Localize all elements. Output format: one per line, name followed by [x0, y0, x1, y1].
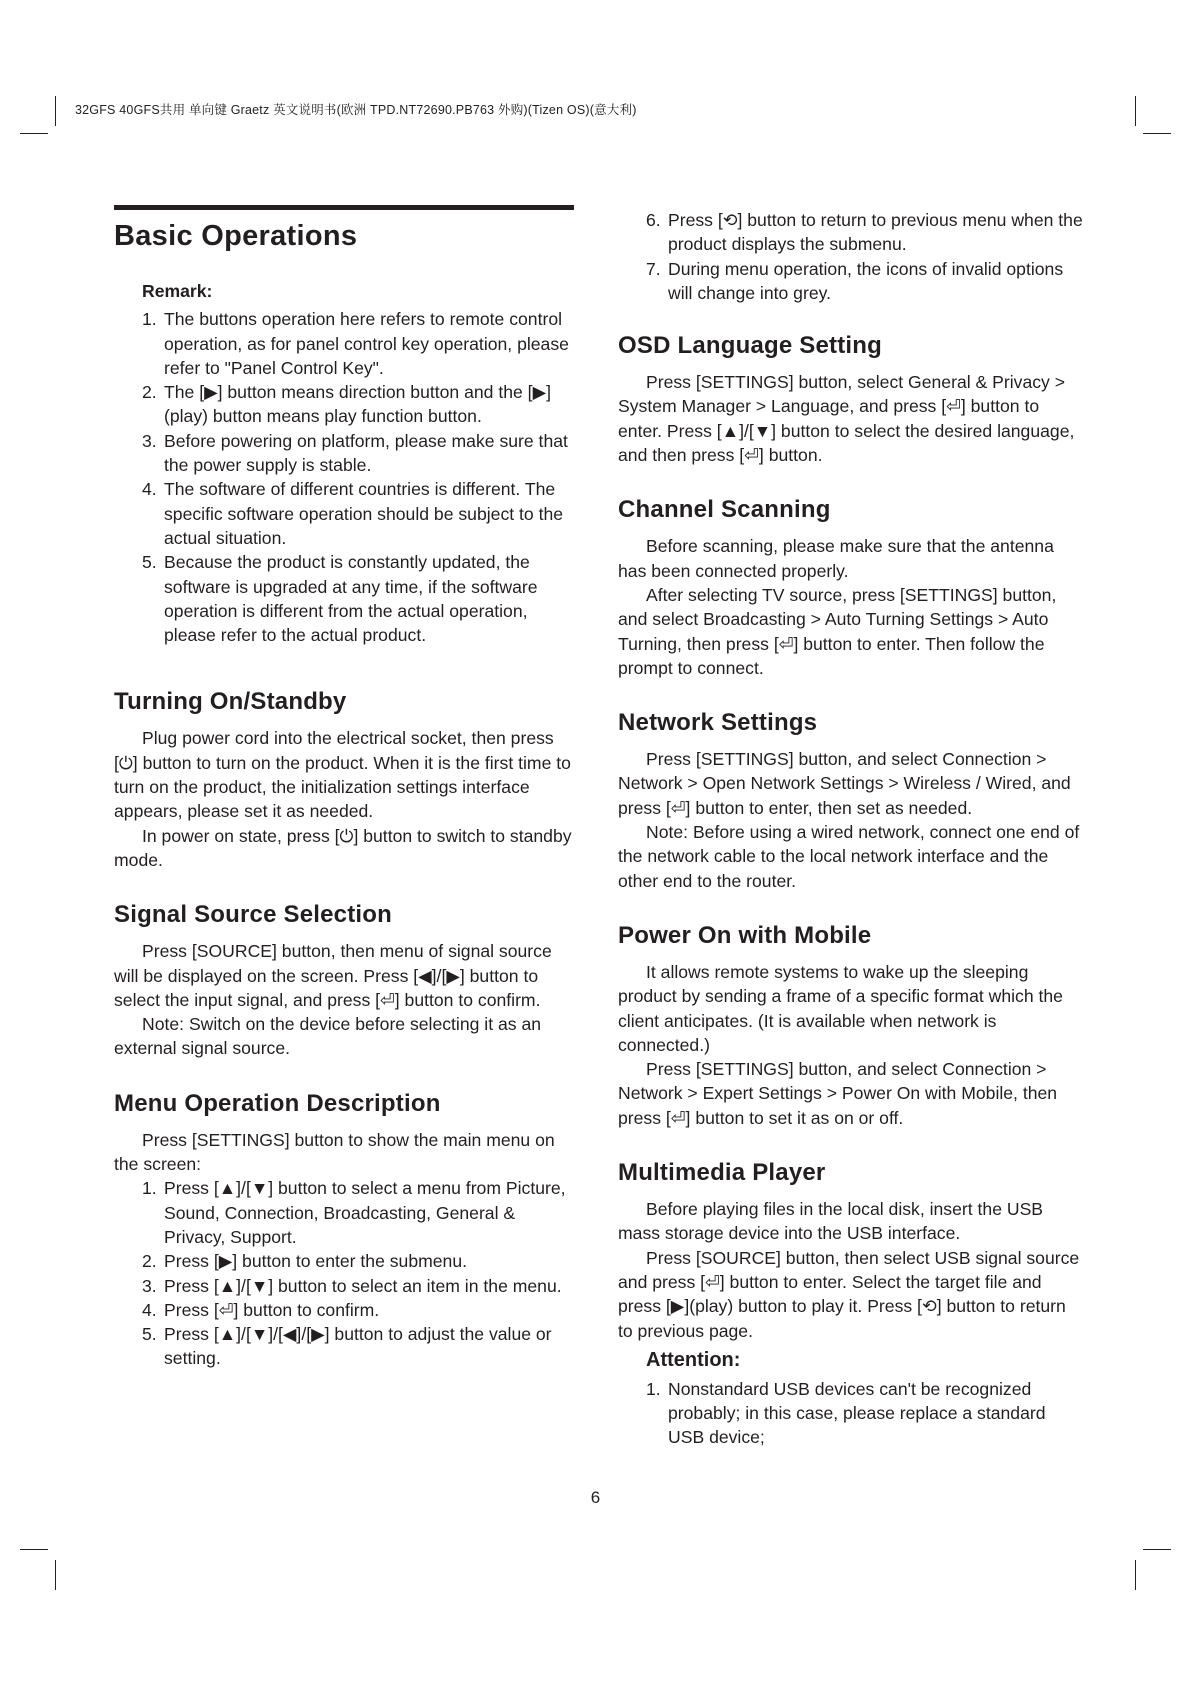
list-item: 7. During menu operation, the icons of invalid options will change into grey.	[646, 258, 1064, 303]
list-item: 1. Press [▲]/[▼] button to select a menu from Picture, Sound, Connection, Broadcasting, General & Privacy, Support.	[142, 1178, 566, 1247]
list-item: 2. Press [▶] button to enter the submenu.	[142, 1251, 468, 1272]
menu-title: Menu Operation Description	[114, 1089, 441, 1117]
multimedia-paragraph-1: Before playing files in the local disk, insert the USB mass storage device into the USB interface.	[618, 1199, 1044, 1244]
list-item: 4. The software of different countries is different. The specific software operation should be subject to the actual situation.	[142, 479, 564, 548]
turning-title: Turning On/Standby	[114, 688, 347, 716]
attention-list	[646, 1377, 1083, 1450]
network-section	[618, 708, 1083, 893]
mobile-paragraph-2: Press [SETTINGS] button, and select Connection > Network > Expert Settings > Power On with Mobile, then press [⏎] button to set it as on or off.	[618, 1059, 1058, 1128]
list-item: 3. Press [▲]/[▼] button to select an item in the menu.	[142, 1275, 562, 1296]
multimedia-section	[618, 1158, 1083, 1450]
list-item: 4. Press [⏎] button to confirm.	[142, 1299, 380, 1320]
mobile-section	[618, 921, 1083, 1130]
crop-mark	[55, 1560, 56, 1590]
page-number: 6	[590, 1488, 601, 1507]
multimedia-title: Multimedia Player	[618, 1159, 826, 1187]
list-item: 1. Nonstandard USB devices can't be recognized probably; in this case, please replace a standard USB device;	[646, 1378, 1046, 1448]
crop-mark	[1135, 96, 1136, 126]
mobile-title: Power On with Mobile	[618, 921, 872, 949]
crop-mark	[1143, 1549, 1171, 1550]
crop-mark	[1135, 1560, 1136, 1590]
crop-mark	[20, 1549, 48, 1550]
channel-paragraph-1: Before scanning, please make sure that the antenna has been connected properly.	[618, 536, 1054, 581]
remark-label: Remark:	[142, 281, 213, 301]
list-item: 6. Press [⟲] button to return to previous menu when the product displays the submenu.	[646, 210, 1083, 255]
osd-section	[618, 331, 1083, 467]
crop-mark	[55, 96, 56, 126]
network-paragraph-1: Press [SETTINGS] button, and select Connection > Network > Open Network Settings > Wireless / Wired, and press [⏎] button to enter, then set as needed.	[618, 749, 1071, 818]
channel-paragraph-2: After selecting TV source, press [SETTINGS] button, and select Broadcasting > Auto Turning Settings > Auto Turning, then press [⏎] button to enter. Then follow the prompt to connect.	[618, 584, 1057, 678]
basic-operations-title: Basic Operations	[114, 220, 358, 252]
network-title: Network Settings	[618, 709, 818, 737]
osd-title: OSD Language Setting	[618, 332, 883, 360]
attention-label: Attention:	[646, 1348, 741, 1371]
network-paragraph-2: Note: Before using a wired network, connect one end of the network cable to the local network interface and the other end to the router.	[618, 822, 1080, 891]
signal-paragraph-1: Press [SOURCE] button, then menu of signal source will be displayed on the screen. Press [◀]/[▶] button to select the input signal, and press [⏎] button to confirm.	[114, 941, 552, 1010]
channel-section	[618, 495, 1083, 680]
list-item: 2. The [▶] button means direction button and the [▶](play) button means play function button.	[142, 382, 551, 427]
turning-paragraph-1: Plug power cord into the electrical socket, then press [⏻] button to turn on the product. When it is the first time to turn on the product, the initialization settings interface appears, please set it as needed.	[114, 728, 571, 822]
turning-paragraph-2: In power on state, press [⏻] button to switch to standby mode.	[114, 825, 572, 870]
signal-title: Signal Source Selection	[114, 901, 393, 929]
list-item: 5. Press [▲]/[▼]/[◀]/[▶] button to adjust the value or setting.	[142, 1324, 552, 1369]
signal-section	[114, 900, 574, 1060]
left-column	[114, 205, 574, 1399]
remark-list	[142, 307, 574, 647]
osd-paragraph: Press [SETTINGS] button, select General & Privacy > System Manager > Language, and press [⏎] button to enter. Press [▲]/[▼] button to select the desired language, and then press [⏎] button.	[618, 372, 1075, 466]
remark-list-continued	[646, 208, 1083, 305]
list-item: 3. Before powering on platform, please make sure that the power supply is stable.	[142, 430, 568, 476]
menu-section	[114, 1089, 574, 1371]
crop-mark	[1143, 133, 1171, 134]
menu-steps	[142, 1176, 574, 1370]
list-item: 1. The buttons operation here refers to remote control operation, as for panel control key operation, please refer to "Panel Control Key".	[142, 309, 569, 378]
list-item: 5. Because the product is constantly updated, the software is upgraded at any time, if the software operation is different from the actual operation, please refer to the actual product.	[142, 552, 538, 646]
turning-section	[114, 687, 574, 872]
menu-intro: Press [SETTINGS] button to show the main menu on the screen:	[114, 1129, 555, 1175]
right-column	[618, 208, 1083, 1478]
channel-title: Channel Scanning	[618, 496, 831, 524]
multimedia-paragraph-2: Press [SOURCE] button, then select USB signal source and press [⏎] button to enter. Select the target file and press [▶](play) button to play it. Press [⟲] button to return to previous page.	[618, 1247, 1080, 1341]
document-header: 32GFS 40GFS共用 单向键 Graetz 英文说明书(欧洲 TPD.NT72690.PB763 外购)(Tizen OS)(意大利)	[75, 103, 637, 117]
signal-paragraph-2: Note: Switch on the device before selecting it as an external signal source.	[114, 1014, 542, 1059]
crop-mark	[20, 133, 48, 134]
title-rule	[114, 205, 574, 210]
mobile-paragraph-1: It allows remote systems to wake up the sleeping product by sending a frame of a specific format which the client anticipates. (It is available when network is connected.)	[618, 961, 1063, 1055]
